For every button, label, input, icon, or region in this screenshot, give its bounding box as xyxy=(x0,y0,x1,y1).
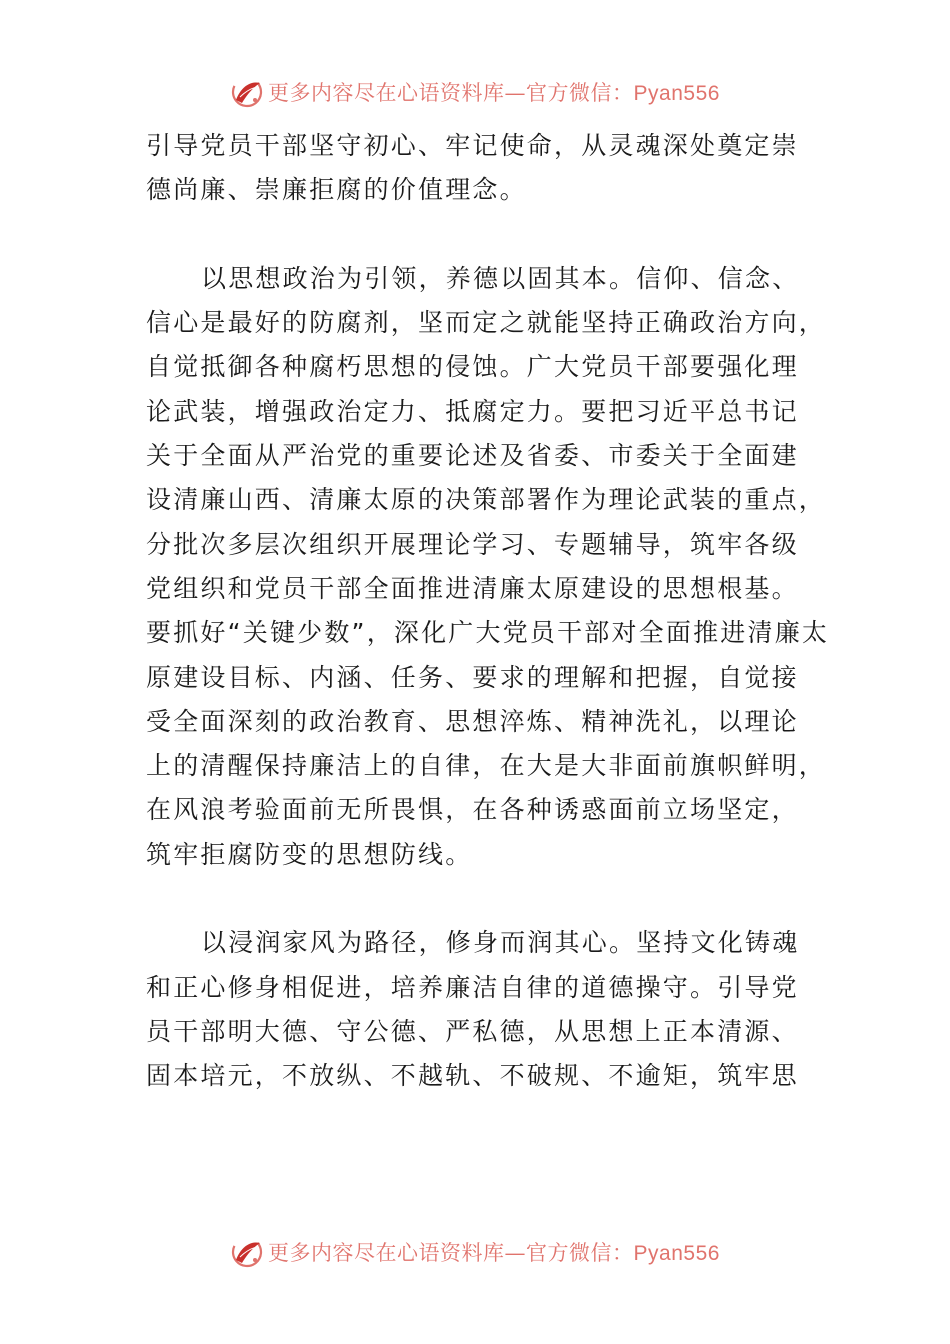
text-line: 分批次多层次组织开展理论学习、专题辅导，筑牢各级 xyxy=(146,529,799,559)
text-line: 设清廉山西、清廉太原的决策部署作为理论武装的重点， xyxy=(146,485,827,515)
text-line: 德尚廉、崇廉拒腐的价值理念。 xyxy=(146,175,527,205)
text-line: 要抓好“关键少数”，深化广大党员干部对全面推进清廉太 xyxy=(146,618,830,648)
banner-text: 更多内容尽在心语资料库—官方微信：Pyan556 xyxy=(268,81,720,105)
leaf-swirl-logo-icon xyxy=(230,1235,264,1269)
text-line: 引导党员干部坚守初心、牢记使命，从灵魂深处奠定崇 xyxy=(146,131,799,160)
wechat-id: Pyan556 xyxy=(633,1242,720,1265)
text-line: 以浸润家风为路径，修身而润其心。坚持文化铸魂 xyxy=(201,928,800,958)
text-line: 在风浪考验面前无所畏惧，在各种诱惑面前立场坚定， xyxy=(146,795,799,825)
text-line: 关于全面从严治党的重要论述及省委、市委关于全面建 xyxy=(146,441,799,471)
text-line: 固本培元，不放纵、不越轨、不破规、不逾矩，筑牢思 xyxy=(146,1061,799,1091)
text-line: 和正心修身相促进，培养廉洁自律的道德操守。引导党 xyxy=(146,972,799,1002)
text-line: 信心是最好的防腐剂，坚而定之就能坚持正确政治方向， xyxy=(146,308,827,338)
footer-watermark-banner xyxy=(0,1232,950,1272)
banner-text: 更多内容尽在心语资料库—官方微信：Pyan556 xyxy=(268,1241,720,1265)
header-watermark-banner xyxy=(0,72,950,112)
leaf-swirl-logo-icon xyxy=(230,75,264,109)
text-line: 论武装，增强政治定力、抵腐定力。要把习近平总书记 xyxy=(146,396,799,426)
paragraph-2 xyxy=(146,257,830,877)
document-body xyxy=(146,124,830,1099)
text-line: 党组织和党员干部全面推进清廉太原建设的思想根基。 xyxy=(146,573,799,603)
paragraph-3 xyxy=(146,921,826,1098)
text-line: 自觉抵御各种腐朽思想的侵蚀。广大党员干部要强化理 xyxy=(146,352,799,382)
text-line: 以思想政治为引领，养德以固其本。信仰、信念、 xyxy=(201,263,800,293)
text-line: 原建设目标、内涵、任务、要求的理解和把握，自觉接 xyxy=(146,662,799,692)
text-line: 上的清醒保持廉洁上的自律，在大是大非面前旗帜鲜明， xyxy=(146,751,827,781)
paragraph-1 xyxy=(146,124,826,213)
text-line: 筑牢拒腐防变的思想防线。 xyxy=(146,839,473,869)
wechat-id: Pyan556 xyxy=(633,82,720,105)
text-line: 员干部明大德、守公德、严私德，从思想上正本清源、 xyxy=(146,1016,799,1046)
text-line: 受全面深刻的政治教育、思想淬炼、精神洗礼，以理论 xyxy=(146,706,799,736)
